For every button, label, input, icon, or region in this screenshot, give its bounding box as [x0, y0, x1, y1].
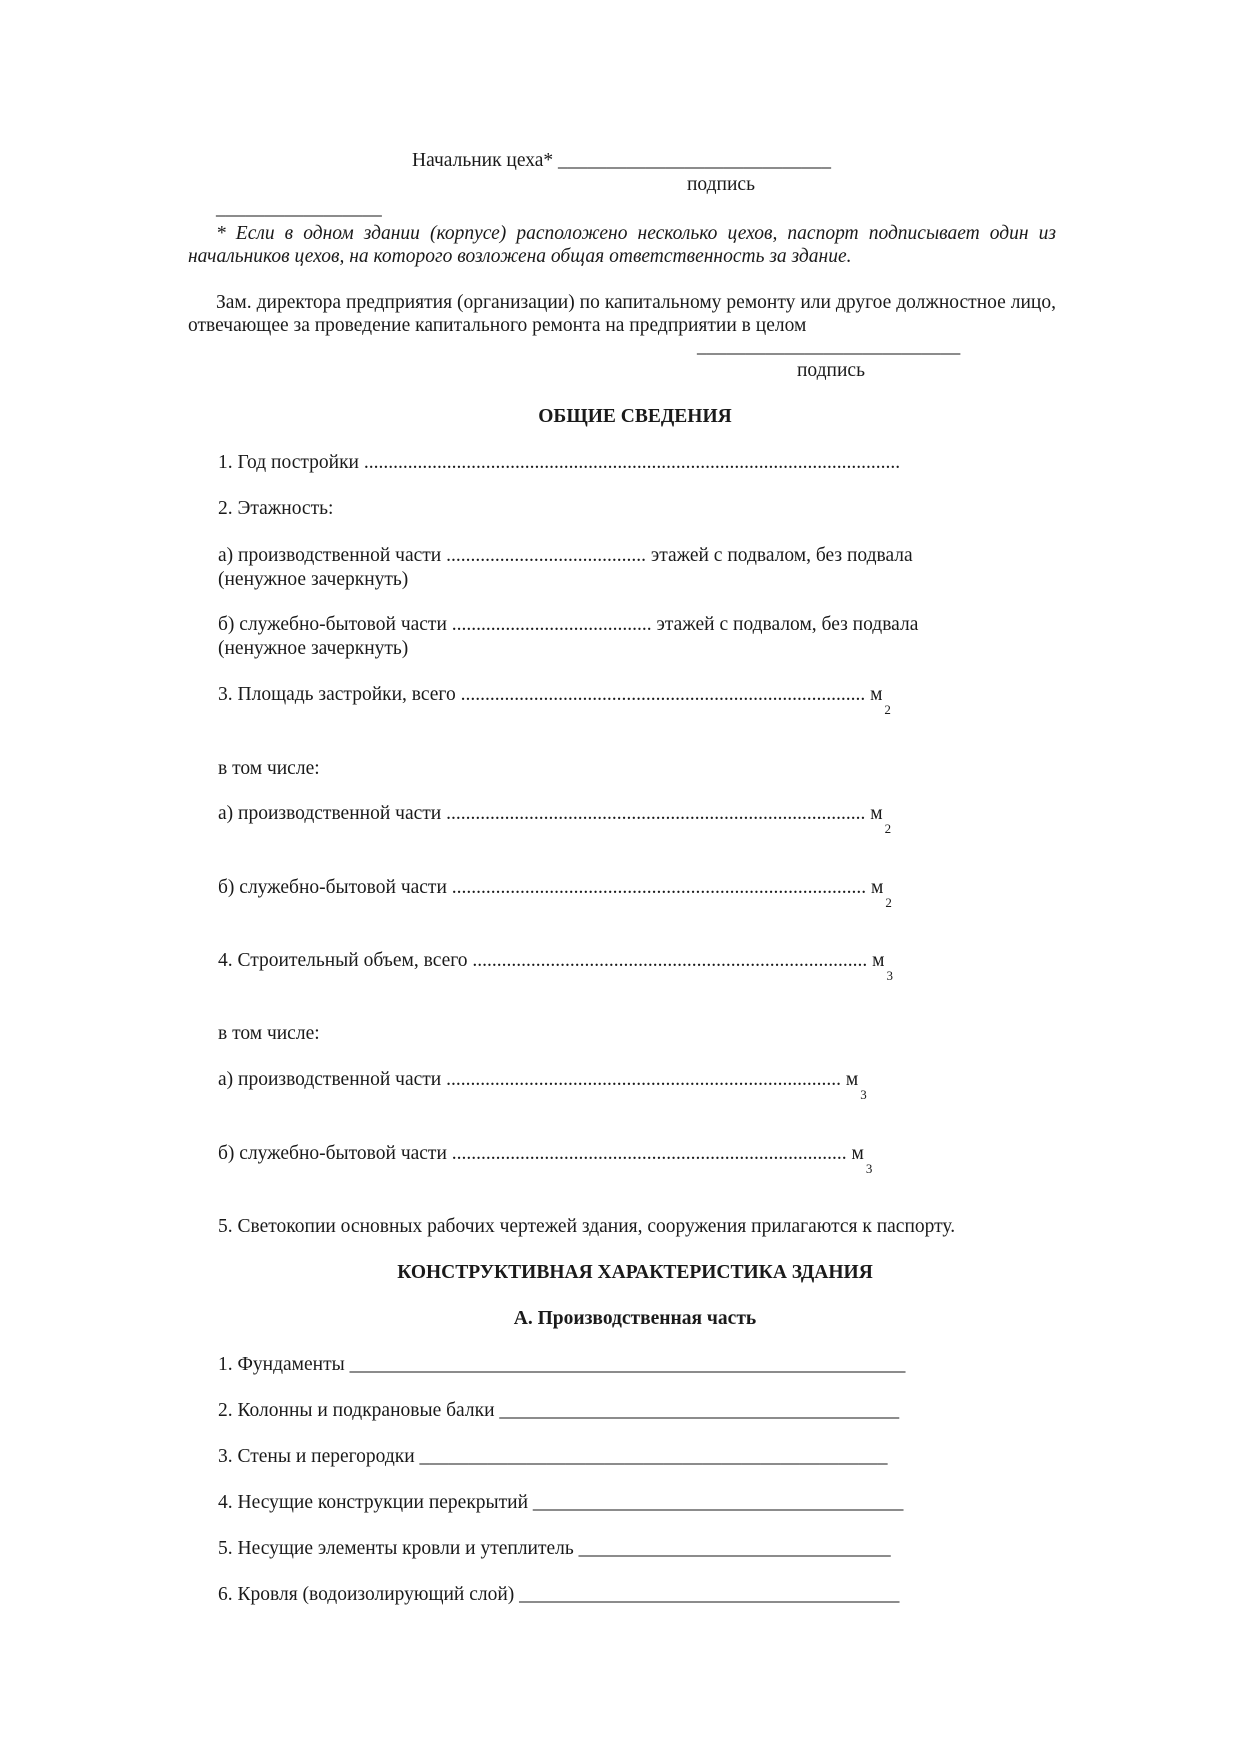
volume-production-field	[218, 1069, 867, 1102]
volume-service-field	[218, 1143, 873, 1176]
footnote-rule: _________________	[216, 198, 382, 219]
head-signature-line: Начальник цеха* ____________________________	[412, 150, 832, 171]
volume-production-label: а) производственной части ................................................................................. м	[218, 1069, 859, 1090]
area-service-field	[218, 877, 892, 910]
volume-including-label: в том числе:	[218, 1023, 320, 1044]
area-including-label: в том числе:	[218, 758, 320, 779]
floors-service-note: (ненужное зачеркнуть)	[218, 638, 409, 659]
floors-production-field: а) производственной части ......................................... этажей с подвалом, без подвала	[218, 545, 913, 566]
construction-heading: КОНСТРУКТИВНАЯ ХАРАКТЕРИСТИКА ЗДАНИЯ	[397, 1262, 873, 1283]
footnote-text: * Если в одном здании (корпусе) расположено несколько цехов, паспорт подписывает один из начальников цехов, на которого возложена общая ответственность за здание.	[188, 223, 1056, 267]
area-total-field	[218, 684, 891, 717]
item-roof-elements-insulation: 5. Несущие элементы кровли и утеплитель ________________________________	[218, 1538, 891, 1559]
area-service-label: б) служебно-бытовой части ..................................................................................... м	[218, 877, 884, 898]
item-floor-structures: 4. Несущие конструкции перекрытий ______________________________________	[218, 1492, 904, 1513]
general-heading: ОБЩИЕ СВЕДЕНИЯ	[538, 406, 732, 427]
drawings-note: 5. Светокопии основных рабочих чертежей здания, сооружения прилагаются к паспорту.	[218, 1216, 956, 1237]
volume-service-unit-exponent: 3	[865, 1161, 873, 1176]
deputy-signature-caption: подпись	[797, 360, 865, 381]
area-total-unit-exponent: 2	[884, 702, 891, 717]
deputy-text: Зам. директора предприятия (организации) по капитальному ремонту или другое должностное лицо, отвечающее за проведение капитального ремонта на предприятии в целом	[188, 292, 1056, 336]
floors-service-field: б) служебно-бытовой части ......................................... этажей с подвалом, без подвала	[218, 614, 919, 635]
area-production-field	[218, 803, 892, 836]
item-foundations: 1. Фундаменты _________________________________________________________	[218, 1354, 906, 1375]
area-production-unit-exponent: 2	[884, 821, 892, 836]
volume-production-unit-exponent: 3	[860, 1087, 867, 1102]
head-signature-caption: подпись	[687, 174, 755, 195]
deputy-signature-line: ___________________________	[697, 336, 961, 357]
item-roofing-waterproofing: 6. Кровля (водоизолирующий слой) _______________________________________	[218, 1584, 900, 1605]
area-total-label: 3. Площадь застройки, всего ................................................................................... м	[218, 684, 883, 705]
area-production-label: а) производственной части ...................................................................................... м	[218, 803, 883, 824]
volume-total-unit-exponent: 3	[886, 968, 893, 983]
floors-title: 2. Этажность:	[218, 498, 334, 519]
volume-total-label: 4. Строительный объем, всего ................................................................................. м	[218, 950, 885, 971]
year-built-field: 1. Год постройки ..............................................................................................................	[218, 452, 901, 473]
volume-service-label: б) служебно-бытовой части ................................................................................. м	[218, 1143, 864, 1164]
item-columns-crane-beams: 2. Колонны и подкрановые балки _________________________________________	[218, 1400, 900, 1421]
item-walls-partitions: 3. Стены и перегородки ________________________________________________	[218, 1446, 888, 1467]
production-part-subheading: А. Производственная часть	[513, 1308, 757, 1329]
area-service-unit-exponent: 2	[885, 895, 892, 910]
volume-total-field	[218, 950, 893, 983]
floors-production-note: (ненужное зачеркнуть)	[218, 569, 409, 590]
